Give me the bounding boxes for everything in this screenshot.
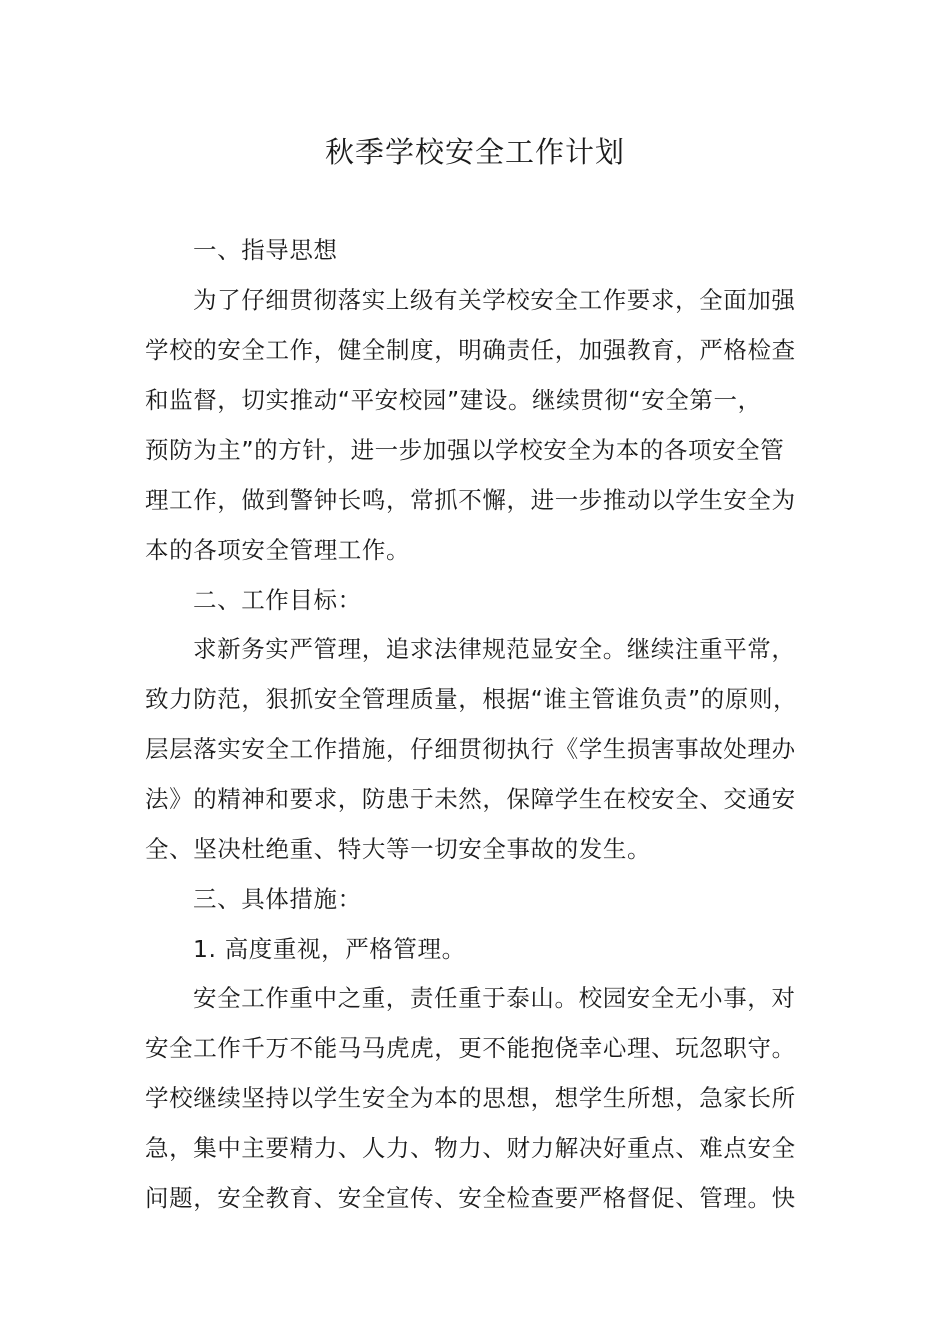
paragraph-line: 学校的安全工作，健全制度，明确责任，加强教育，严格检查 xyxy=(145,336,796,364)
paragraph-line: 安全工作重中之重，责任重于泰山。校园安全无小事，对 xyxy=(193,984,796,1012)
paragraph-line: 学校继续坚持以学生安全为本的思想，想学生所想，急家长所 xyxy=(145,1084,796,1112)
paragraph-line: 问题，安全教育、安全宣传、安全检查要严格督促、管理。快 xyxy=(145,1184,796,1212)
subsection-heading: 1. 高度重视，严格管理。 xyxy=(193,935,466,963)
paragraph-line: 致力防范，狠抓安全管理质量，根据“谁主管谁负责”的原则， xyxy=(145,685,798,713)
paragraph-line: 层层落实安全工作措施，仔细贯彻执行《学生损害事故处理办 xyxy=(145,735,796,763)
section-heading-work-goals: 二、工作目标： xyxy=(193,586,362,614)
paragraph-line: 理工作，做到警钟长鸣，常抓不懈，进一步推动以学生安全为 xyxy=(145,486,796,514)
paragraph-line: 法》的精神和要求，防患于未然，保障学生在校安全、交通安 xyxy=(145,785,796,813)
document-title: 秋季学校安全工作计划 xyxy=(324,135,625,169)
section-heading-measures: 三、具体措施： xyxy=(193,885,362,913)
paragraph-line: 求新务实严管理，追求法律规范显安全。继续注重平常， xyxy=(193,635,796,663)
paragraph-line: 安全工作千万不能马马虎虎，更不能抱侥幸心理、玩忽职守。 xyxy=(145,1034,796,1062)
paragraph-line: 和监督，切实推动“平安校园”建设。继续贯彻“安全第一， xyxy=(145,386,762,414)
paragraph-line: 本的各项安全管理工作。 xyxy=(145,536,411,564)
paragraph-line: 预防为主”的方针，进一步加强以学校安全为本的各项安全管 xyxy=(145,436,785,464)
paragraph-line: 急，集中主要精力、人力、物力、财力解决好重点、难点安全 xyxy=(145,1134,796,1162)
paragraph-line: 为了仔细贯彻落实上级有关学校安全工作要求，全面加强 xyxy=(193,286,796,314)
paragraph-line: 全、坚决杜绝重、特大等一切安全事故的发生。 xyxy=(145,835,652,863)
section-heading-guiding-ideology: 一、指导思想 xyxy=(193,236,338,264)
